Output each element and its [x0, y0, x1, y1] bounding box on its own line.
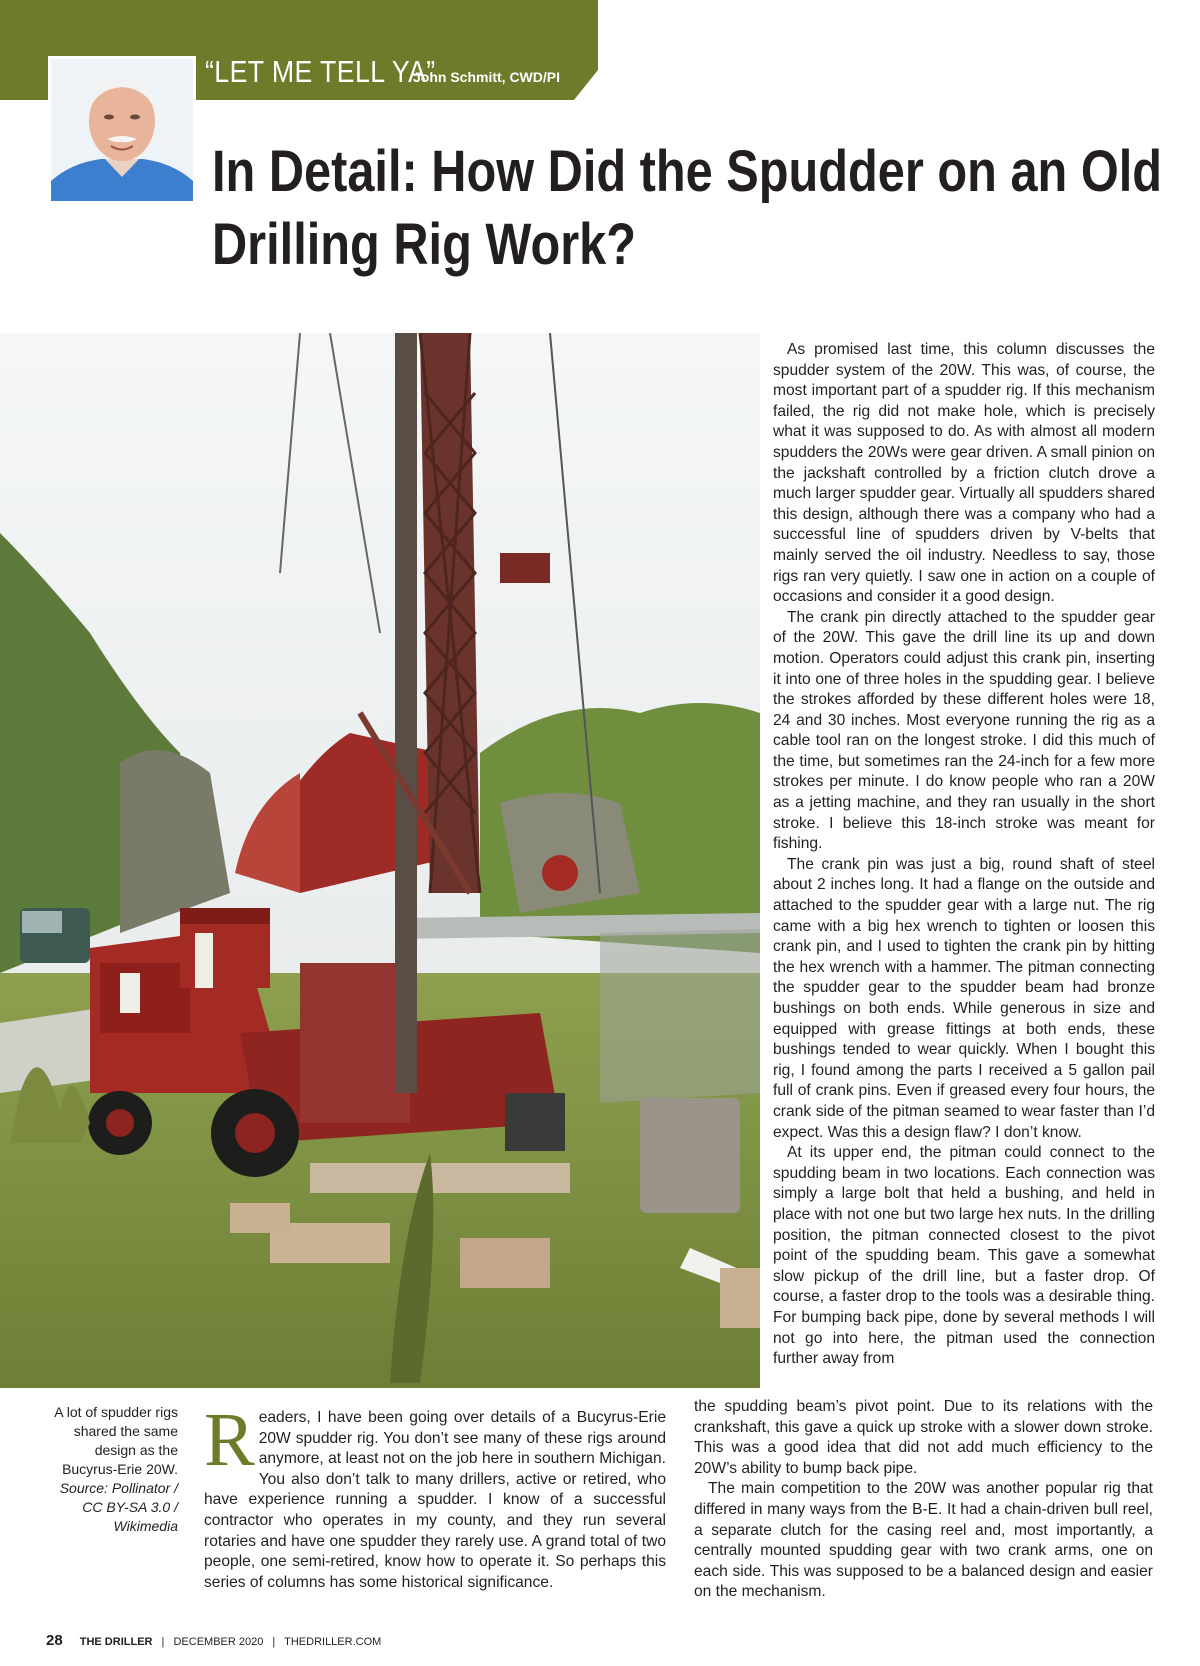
- footer-separator: |: [272, 1636, 276, 1648]
- caption-source: Source: Pollinator / CC BY-SA 3.0 / Wikimedia: [59, 1480, 178, 1534]
- paragraph-1: As promised last time, this column discusses the spudder system of the 20W. This was, of course, the most important part of a spudder rig. If this mechanism failed, the rig did not make hole, which is precisely what it was supposed to do. As with almost all modern spudders the 20Ws were gear driven. A small pinion on the jackshaft controlled by a friction clutch drove a much larger spudder gear. Virtually all spudders shared this design, although there was a company who had a successful line of spudders driven by V-belts that mainly served the oil industry. Needless to say, those rigs ran very quietly. I saw one in action on a couple of occasions and consider it a good design.: [773, 341, 1155, 606]
- caption-text: A lot of spudder rigs shared the same design as the Bucyrus-Erie 20W.: [54, 1404, 178, 1477]
- spudder-rig-photo: [0, 333, 760, 1388]
- paragraph-4-continued: the spudding beam’s pivot point. Due to its relations with the crankshaft, this gave a quick up stroke with a slower down stroke. This was a good idea that did not add much efficiency to the 20W’s ability to bump back pipe.: [694, 1398, 1153, 1477]
- author-byline: John Schmitt, CWD/PI: [413, 69, 560, 85]
- paragraph-3: The crank pin was just a big, round shaft of steel about 2 inches long. It had a flange on the outside and attached to the spudder gear with a large nut. The rig came with a big hex wrench to tighten or loosen this crank pin, and I used to tighten the crank pin by hitting the hex wrench with a hammer. The pitman connecting the spudder gear to the spudder beam had bronze bushings on both ends. While generous in size and equipped with grease fittings at both ends, these bushings tended to wear quickly. When I bought this rig, I found among the parts I received a 5 gallon pail full of crank pins. Even if greased every four hours, the crank side of the pitman seamed to wear faster than I’d expect. Was this a design flaw? I don’t know.: [773, 855, 1155, 1141]
- headline-line-2: Drilling Rig Work?: [212, 212, 637, 277]
- page-footer: [46, 1632, 381, 1649]
- column-title: “LET ME TELL YA”: [205, 54, 436, 89]
- intro-paragraph: [204, 1398, 666, 1593]
- article-bottom-right: [694, 1397, 1153, 1603]
- drilling-rig-illustration: [0, 333, 760, 1388]
- issue-date: DECEMBER 2020: [173, 1636, 264, 1648]
- website: THEDRILLER.COM: [284, 1636, 382, 1648]
- magazine-name: THE DRILLER: [79, 1636, 153, 1648]
- headline-line-1: In Detail: How Did the Spudder on an Old: [212, 139, 1163, 204]
- intro-text: eaders, I have been going over details of a Bucyrus-Erie 20W spudder rig. You don’t see many of these rigs around anymore, at least not on the job here in southern Michigan. You also don’t talk to many drillers, active or retired, who have experience running a spudder. I know of a successful contractor who operates in my county, and they run several rotaries and have one spudder they rarely use. A grand total of two people, one semi-retired, know how to operate it. So perhaps this series of columns has some historical significance.: [204, 1409, 666, 1591]
- page-number: 28: [46, 1632, 63, 1649]
- author-portrait-illustration: [51, 59, 193, 201]
- photo-caption: [50, 1403, 178, 1536]
- paragraph-2: The crank pin directly attached to the spudder gear of the 20W. This gave the drill line its up and down motion. Operators could adjust this crank pin, inserting it into one of three holes in the spudding gear. I believe the strokes afforded by these different holes were 18, 24 and 30 inches. Most everyone running the rig as a cable tool ran on the longest stroke. I did this much of the time, but sometimes ran the 24-inch for a few more strokes per minute. I do know people who ran a 20W as a jetting machine, and they ran usually in the short stroke. I believe this 18-inch stroke was meant for fishing.: [773, 608, 1155, 853]
- author-headshot: [48, 56, 196, 204]
- article-right-column: [773, 340, 1155, 1370]
- article-headline: [212, 135, 1163, 281]
- article-intro: [204, 1398, 666, 1593]
- paragraph-4: At its upper end, the pitman could connect to the spudding beam in two locations. Each connection was simply a large bolt that held a bushing, and held in place with not one but two large hex nuts. In the drilling position, the pitman connected closest to the pivot point of the spudding beam. This gave a somewhat slow pickup of the drill line, but a faster drop. Of course, a faster drop to the tools was a desirable thing. For bumping back pipe, done by several methods I will not go into here, the pitman used the connection further away from: [773, 1144, 1155, 1368]
- footer-separator: |: [161, 1636, 165, 1648]
- paragraph-5: The main competition to the 20W was another popular rig that differed in many ways from the B-E. It had a chain-driven bull reel, a separate clutch for the casing reel and, most importantly, a centrally mounted spudding gear with two crank arms, one on each side. This was supposed to be a balanced design and easier on the mechanism.: [694, 1480, 1153, 1601]
- drop-cap: R: [204, 1398, 255, 1482]
